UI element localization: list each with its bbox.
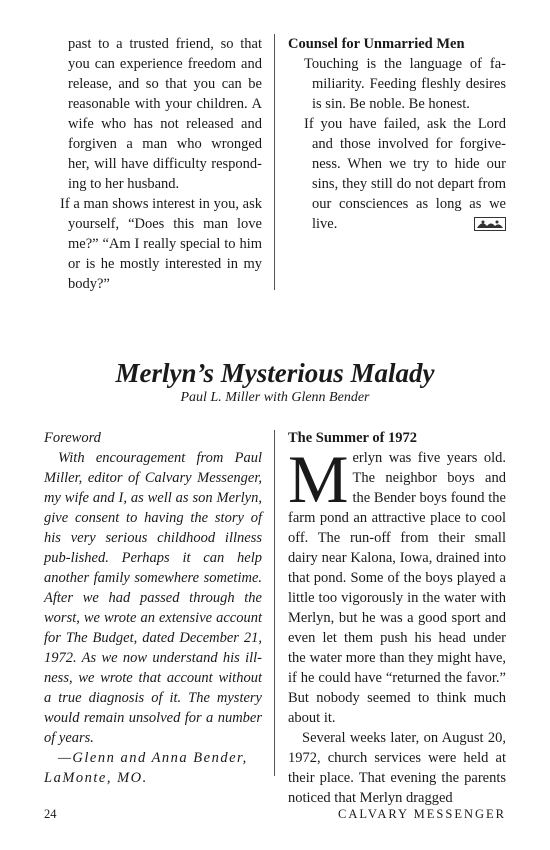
article-title: Merlyn’s Mysterious Malady: [115, 358, 435, 388]
summer-paragraph-1: [288, 441, 506, 728]
foreword-column: [44, 428, 262, 788]
top-right-column: [288, 34, 506, 234]
foreword-body: With encouragement from Paul Miller, editor of Calvary Messenger, my wife and I, as well as son Merlyn, give consent to having the story of his very serious childhood illness pub-lished. Perhaps it can help another family somewhere sometime. After we had passed through the worst, we wrote an extensive account for The Budget, dated December 21, 1972. As we now understand his ill-ness, we wrote that account without a true diagnosis of it. The mystery would remain unsolved for a number of years.: [44, 450, 262, 746]
summer-column: [288, 428, 506, 808]
end-mark-icon: [474, 217, 506, 231]
paragraph-forgiveness-text: If you have failed, ask the Lord and those involved for forgive-ness. When we try to hide our sins, they still do not depart from our consciences as long as we live.: [304, 116, 506, 232]
summer-paragraph-2: Several weeks later, on August 20, 1972, church services were held at their place. That evening the parents noticed that Merlyn dragged: [288, 730, 506, 806]
section-heading-summer: The Summer of 1972: [288, 430, 418, 446]
article-byline: Paul L. Miller with Glenn Bender: [180, 390, 370, 405]
paragraph-touching: Touching is the language of fa-miliarity. Feeding fleshly desires is sin. Be noble. Be honest.: [304, 56, 506, 112]
drop-cap: M: [288, 441, 349, 517]
page-number: 24: [44, 807, 57, 821]
paragraph-forgiveness: [288, 114, 506, 234]
foreword-signature: —Glenn and Anna Bender, LaMonte, MO.: [44, 750, 248, 786]
top-left-column: [44, 34, 262, 294]
paragraph-man-interest: If a man shows interest in you, ask yourself, “Does this man love me?” “Am I really special to him or is he mostly interested in my body?”: [60, 196, 262, 292]
foreword-heading: Foreword: [44, 430, 101, 446]
publication-name: CALVARY MESSENGER: [338, 807, 506, 821]
continued-paragraph: past to a trusted friend, so that you can experience freedom and release, and so that you can be reasonable with your children. A wife who has not released and forgiven a man who wronged her, will have difficulty respond-ing to her husband.: [68, 36, 262, 192]
summer-paragraph-1-text: erlyn was five years old. The neighbor boys and the Bender boys found the farm pond an attractive place to cool off. The run-off from their small dairy near Kalona, Iowa, drained into that pond. Some of the boys played a little too vigorously in the water with Merlyn, but he was a good sport and even let them push his head under the water more than they might have, if he could have “returned the favor.” But nobody seemed to think much about it.: [288, 450, 506, 726]
bottom-column-divider: [274, 430, 275, 776]
top-column-divider: [274, 34, 275, 290]
section-heading-unmarried-men: Counsel for Unmarried Men: [288, 36, 465, 52]
